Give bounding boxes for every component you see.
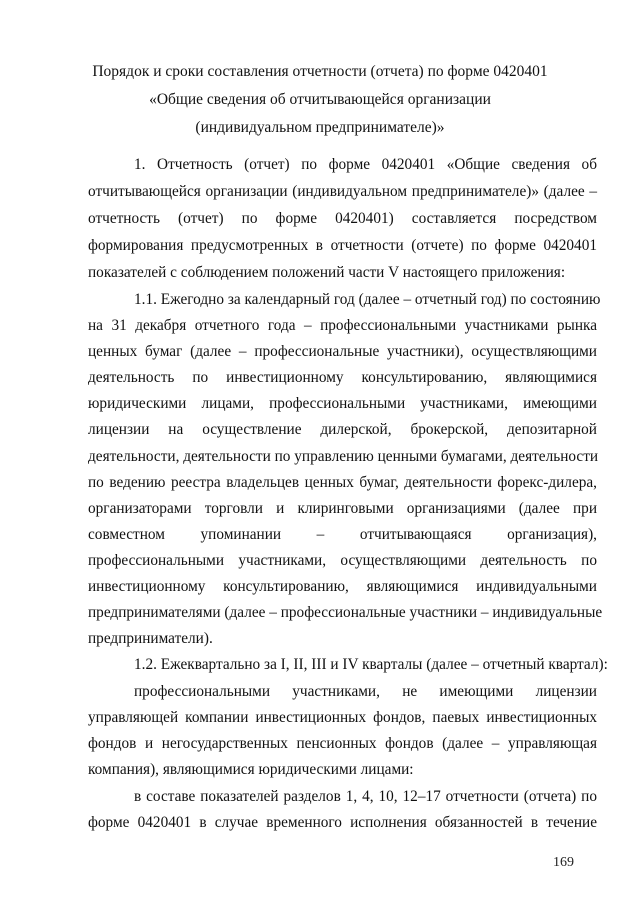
text-line: по ведению реестра владельцев ценных бумаг, деятельности форекс-дилера, (88, 474, 597, 491)
text-line: инвестиционному консультированию, являющимися индивидуальными (88, 578, 597, 595)
text-line: 1. Отчетность (отчет) по форме 0420401 «Общие сведения об (134, 156, 597, 173)
text-line: профессиональными участниками, не имеющими лицензии (134, 683, 597, 700)
title-line: (индивидуальном предпринимателе)» (195, 119, 445, 136)
text-line: 1.2. Ежеквартально за I, II, III и IV кварталы (далее – отчетный квартал): (134, 656, 608, 673)
text-line: формирования предусмотренных в отчетности (отчете) по форме 0420401 (88, 237, 597, 254)
text-line: форме 0420401 в случае временного исполнения обязанностей в течение (88, 814, 597, 831)
text-line: предприниматели). (88, 630, 213, 647)
text-line: отчетность (отчет) по форме 0420401) составляется посредством (88, 210, 597, 227)
text-line: в составе показателей разделов 1, 4, 10, 12–17 отчетности (отчета) по (134, 788, 597, 805)
text-line: управляющей компании инвестиционных фондов, паевых инвестиционных (88, 709, 597, 726)
text-line: фондов и негосударственных пенсионных фондов (далее – управляющая (88, 735, 597, 752)
text-line: отчитывающейся организации (индивидуальном предпринимателе)» (далее – (88, 183, 597, 200)
page-number: 169 (553, 855, 574, 870)
text-line: лицензии на осуществление дилерской, брокерской, депозитарной (88, 421, 597, 438)
text-line: деятельность по инвестиционному консультированию, являющимися (88, 369, 597, 386)
text-line: юридическими лицами, профессиональными участниками, имеющими (88, 395, 597, 412)
text-line: на 31 декабря отчетного года – профессиональными участниками рынка (88, 317, 597, 334)
title-line: Порядок и сроки составления отчетности (отчета) по форме 0420401 (92, 63, 548, 80)
text-line: компания), являющимися юридическими лицами: (88, 761, 414, 778)
text-line: профессиональными участниками, осуществляющими деятельность по (88, 552, 597, 569)
text-line: 1.1. Ежегодно за календарный год (далее – отчетный год) по состоянию (134, 291, 601, 308)
text-line: предпринимателями (далее – профессиональные участники – индивидуальные (88, 604, 603, 621)
text-line: организаторами торговли и клиринговыми организациями (далее при (88, 500, 597, 517)
text-line: деятельности, деятельности по управлению ценными бумагами, деятельности (88, 448, 599, 465)
text-line: ценных бумаг (далее – профессиональные участники), осуществляющими (88, 343, 597, 360)
text-line: показателей с соблюдением положений части V настоящего приложения: (88, 264, 566, 281)
text-line: совместном упоминании – отчитывающаяся организация), (88, 526, 597, 543)
title-line: «Общие сведения об отчитывающейся организации (149, 91, 491, 108)
